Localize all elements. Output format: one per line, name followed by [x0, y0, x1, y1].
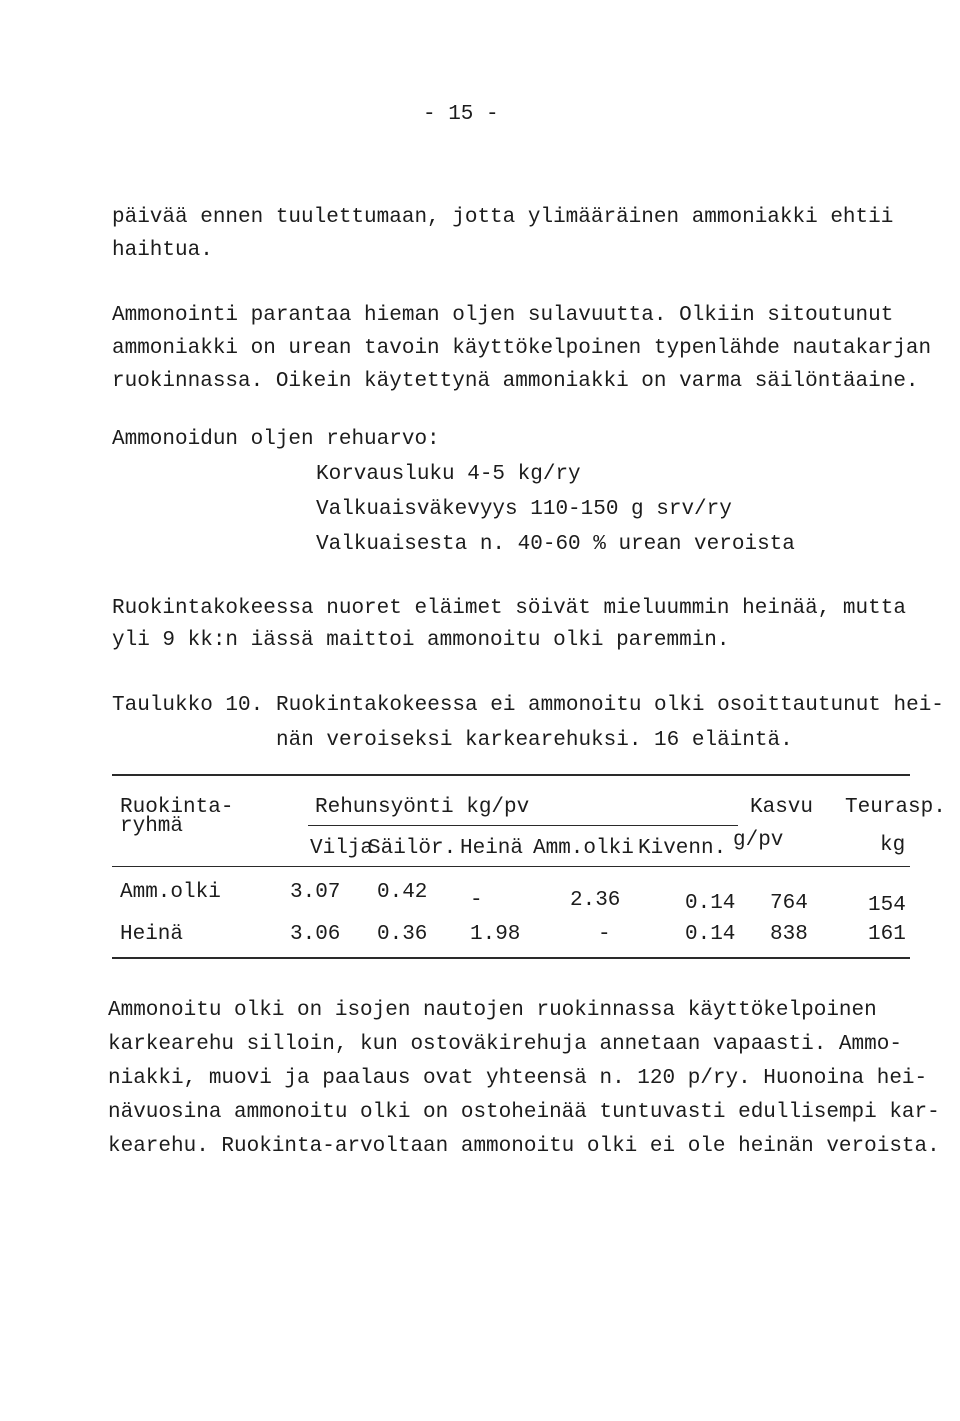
column-header-feed: Rehunsyönti kg/pv [315, 796, 530, 819]
column-unit-growth: g/pv [733, 829, 784, 852]
column-unit-carcass: kg [880, 834, 906, 857]
subheader-ammolki: Amm.olki [533, 837, 634, 860]
subheader-sailor: Säilör. [368, 837, 457, 860]
column-header-group: Ruokinta- [120, 796, 234, 819]
cell-heina: - [470, 889, 483, 912]
text-line: päivää ennen tuulettumaan, jotta ylimääräinen ammoniakki ehtii [112, 206, 894, 229]
cell-teurasp: 161 [868, 923, 906, 946]
table-caption-line: nän veroiseksi karkearehuksi. 16 eläintä. [276, 729, 793, 752]
text-line: Ruokintakokeessa nuoret eläimet söivät mieluummin heinää, mutta [112, 597, 906, 620]
text-line: niakki, muovi ja paalaus ovat yhteensä n. 120 p/ry. Huonoina hei- [108, 1067, 928, 1090]
column-header-carcass: Teurasp. [845, 796, 946, 819]
text-line: ammoniakki on urean tavoin käyttökelpoinen typenlähde nautakarjan [112, 337, 932, 360]
cell-kivenn: 0.14 [685, 892, 736, 915]
table-caption-label: Taulukko 10. [112, 694, 264, 717]
cell-group: Amm.olki [120, 881, 221, 904]
table-top-rule [112, 774, 910, 776]
text-line: Ammonointi parantaa hieman oljen sulavuutta. Olkiin sitoutunut [112, 304, 894, 327]
cell-sailor: 0.42 [377, 881, 428, 904]
cell-teurasp: 154 [868, 894, 906, 917]
feed-header-rule [308, 825, 738, 826]
cell-sailor: 0.36 [377, 923, 428, 946]
subheader-heina: Heinä [460, 837, 524, 860]
cell-heina: 1.98 [470, 923, 521, 946]
table-caption-line: Ruokintakokeessa ei ammonoitu olki osoittautunut hei- [276, 694, 944, 717]
table-header-rule [112, 866, 910, 867]
cell-kivenn: 0.14 [685, 923, 736, 946]
cell-group: Heinä [120, 923, 184, 946]
feed-value-item: Korvausluku 4-5 kg/ry [316, 463, 581, 486]
cell-vilja: 3.07 [290, 881, 341, 904]
cell-ammolki: - [598, 923, 611, 946]
feed-value-heading: Ammonoidun oljen rehuarvo: [112, 428, 440, 451]
cell-kasvu: 764 [770, 892, 808, 915]
column-header-growth: Kasvu [750, 796, 814, 819]
subheader-kivenn: Kivenn. [638, 837, 727, 860]
subheader-vilja: Vilja [310, 837, 374, 860]
text-line: kearehu. Ruokinta-arvoltaan ammonoitu olki ei ole heinän veroista. [108, 1135, 940, 1158]
text-line: Ammonoitu olki on isojen nautojen ruokinnassa käyttökelpoinen [108, 999, 877, 1022]
text-line: karkearehu silloin, kun ostoväkirehuja annetaan vapaasti. Ammo- [108, 1033, 902, 1056]
cell-vilja: 3.06 [290, 923, 341, 946]
table-bottom-rule [112, 957, 910, 959]
text-line: haihtua. [112, 239, 213, 262]
cell-ammolki: 2.36 [570, 889, 621, 912]
text-line: nävuosina ammonoitu olki on ostoheinää tuntuvasti edullisempi kar- [108, 1101, 940, 1124]
page-number: - 15 - [423, 103, 499, 126]
feed-value-item: Valkuaisväkevyys 110-150 g srv/ry [316, 498, 732, 521]
column-header-group-2: ryhmä [120, 815, 184, 838]
feed-value-item: Valkuaisesta n. 40-60 % urean veroista [316, 533, 795, 556]
cell-kasvu: 838 [770, 923, 808, 946]
text-line: ruokinnassa. Oikein käytettynä ammoniakki on varma säilöntäaine. [112, 370, 919, 393]
text-line: yli 9 kk:n iässä maittoi ammonoitu olki paremmin. [112, 629, 730, 652]
